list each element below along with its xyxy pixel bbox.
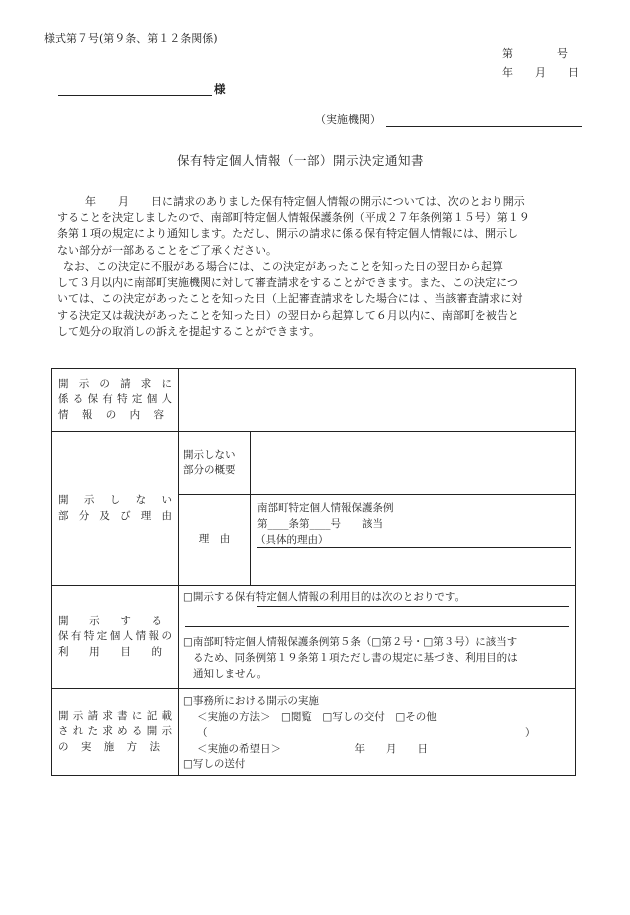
label-line: の実施方法 bbox=[58, 740, 160, 753]
usage-option-withhold-cont: るため、同条例第１９条第１項ただし書の規定に基づき、利用目的は bbox=[193, 652, 518, 664]
usage-option-withhold[interactable]: □南部町特定個人情報保護条例第５条（□第２号・□第３号）に該当す bbox=[183, 636, 518, 648]
body-paragraph-1 bbox=[57, 194, 577, 259]
request-content-cell[interactable] bbox=[179, 369, 576, 432]
body-line: 条第１項の規定により通知します。ただし、開示の請求に係る保有特定個人情報には、開示し bbox=[57, 227, 519, 241]
body-line: して３月以内に南部町実施機関に対して審査請求をすることができます。また、この決定につ bbox=[57, 276, 518, 290]
method-options[interactable]: ＜実施の方法＞ □閲覧 □写しの交付 □その他 bbox=[197, 711, 437, 723]
body-line: する決定又は裁決があったことを知った日）の翌日から起算して６月以内に、南部町を被告と bbox=[57, 308, 519, 322]
addressee-suffix: 様 bbox=[214, 82, 226, 96]
body-paragraph-2 bbox=[57, 259, 577, 340]
withheld-summary-label bbox=[179, 432, 251, 495]
usage-option-withhold-cont: 通知しません。 bbox=[193, 668, 268, 680]
desired-date: ＜実施の希望日＞ 年 月 日 bbox=[197, 743, 428, 755]
usage-line-1 bbox=[257, 606, 569, 607]
body-line: することを決定しましたので、南部町特定個人情報保護条例（平成２７年条例第１５号）第１９ bbox=[57, 211, 530, 225]
body-line: なお、この決定に不服がある場合には、この決定があったことを知った日の翌日から起算 bbox=[63, 260, 503, 273]
addressee-line bbox=[58, 95, 212, 96]
usage-option-disclose[interactable]: □開示する保有特定個人情報の利用目的は次のとおりです。 bbox=[183, 591, 466, 603]
body-line: して処分の取消しの訴えを提起することができます。 bbox=[57, 324, 321, 338]
mail-copy-option[interactable]: □写しの送付 bbox=[183, 758, 246, 770]
other-paren-open: （ bbox=[197, 727, 208, 739]
agency-label: （実施機関） bbox=[315, 113, 381, 126]
label-line: 開示の請求に bbox=[58, 377, 172, 390]
label-line: 開示しない bbox=[58, 494, 172, 506]
disclosure-method-cell bbox=[179, 689, 576, 776]
label-line: された求める開示 bbox=[58, 725, 172, 738]
specific-reason-label: （具体的理由） bbox=[255, 534, 329, 546]
withheld-parts-label bbox=[52, 432, 179, 586]
usage-line-2 bbox=[185, 626, 569, 627]
office-disclosure-option[interactable]: □事務所における開示の実施 bbox=[183, 695, 319, 707]
reason-cell[interactable] bbox=[251, 495, 576, 586]
usage-purpose-cell bbox=[179, 586, 576, 689]
label-line: 開示する bbox=[58, 614, 162, 627]
specific-reason-line bbox=[257, 547, 571, 548]
body-line: いては、この決定があったことを知った日（上記審査請求をした場合には 、当該審査請求に対 bbox=[57, 292, 523, 306]
agency-line bbox=[386, 126, 582, 127]
disclosure-method-label bbox=[52, 689, 179, 776]
label-line: 開示請求書に記載 bbox=[58, 709, 172, 722]
document-title: 保有特定個人情報（一部）開示決定通知書 bbox=[177, 153, 425, 168]
article-clause: 第____条第____号 該当 bbox=[257, 518, 383, 530]
decision-table bbox=[51, 368, 576, 776]
reason-label bbox=[179, 495, 251, 586]
label-line: 保有特定個人情報の bbox=[58, 630, 172, 643]
label-line: 部分及び理由 bbox=[58, 509, 172, 522]
label-line: 部分の概要 bbox=[183, 464, 236, 476]
issue-date: 年 月 日 bbox=[502, 66, 579, 79]
usage-purpose-label bbox=[52, 586, 179, 689]
body-line: 年 月 日に請求のありました保有特定個人情報の開示については、次のとおり開示 bbox=[63, 195, 525, 208]
label-line: 情報の内容 bbox=[58, 408, 164, 421]
label-line: 利用目的 bbox=[58, 645, 162, 658]
request-content-label bbox=[52, 369, 179, 432]
withheld-summary-cell[interactable] bbox=[251, 432, 576, 495]
body-line: ない部分が一部あることをご了承ください。 bbox=[57, 243, 277, 257]
other-paren-close: ） bbox=[525, 727, 536, 739]
ordinance-name: 南部町特定個人情報保護条例 bbox=[257, 502, 394, 514]
form-number: 様式第７号(第９条、第１２条関係) bbox=[44, 32, 218, 45]
label-line: 開示しない bbox=[183, 448, 236, 461]
reason-label-text: 理 由 bbox=[198, 533, 231, 546]
document-number: 第 号 bbox=[502, 47, 568, 60]
label-line: 係る保有特定個人 bbox=[58, 393, 172, 406]
